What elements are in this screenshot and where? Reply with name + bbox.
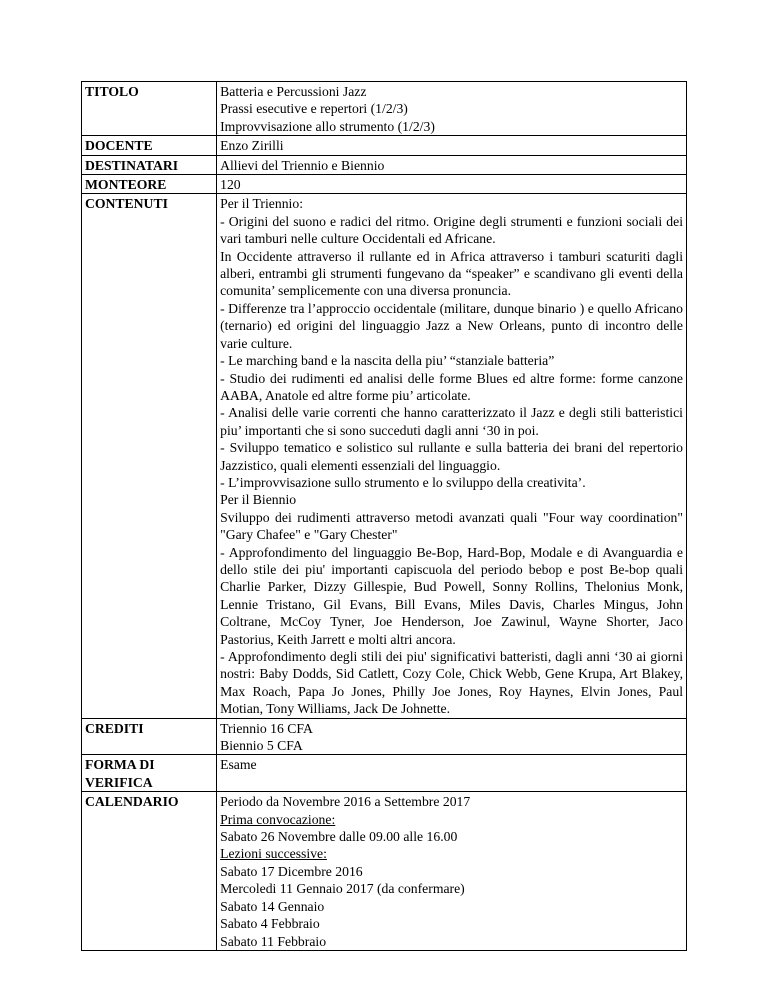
row-crediti [82,718,687,755]
value-monteore: 120 [217,175,687,194]
prima-convocazione-heading: Prima convocazione: [220,811,336,827]
row-forma-verifica [82,755,687,792]
label-forma-verifica [82,755,217,792]
biennio-paragraph: Sviluppo dei rudimenti attraverso metodi avanzati quali "Four way coordination" "Gary Chafee" e "Gary Chester" [220,509,683,543]
lezione-date: Mercoledi 11 Gennaio 2017 (da confermare) [220,881,465,897]
label-calendario: CALENDARIO [82,792,217,951]
label-titolo: TITOLO [82,82,217,136]
label-docente: DOCENTE [82,136,217,155]
label-destinatari: DESTINATARI [82,155,217,174]
triennio-paragraph: - Origini del suono e radici del ritmo. Origine degli strumenti e funzioni sociali dei vari tamburi nelle culture Occidentali ed Africane. [220,213,683,247]
triennio-heading: Per il Triennio: [220,196,304,212]
lezioni-successive-heading: Lezioni successive: [220,846,327,862]
label-crediti: CREDITI [82,718,217,755]
triennio-paragraph: - Sviluppo tematico e solistico sul rullante e sulla batteria dei brani del repertorio Jazzistico, quali elementi essenziali del linguaggio. [220,440,683,473]
row-monteore [82,175,687,194]
lezione-date: Sabato 11 Febbraio [220,933,327,949]
triennio-paragraph: - L’improvvisazione sullo strumento e lo sviluppo della creativita’. [220,474,586,490]
label-contenuti: CONTENUTI [82,194,217,718]
value-contenuti [217,194,687,718]
triennio-paragraph: - Le marching band e la nascita della piu’ “stanziale batteria” [220,353,555,369]
value-crediti [217,718,687,755]
triennio-paragraph: - Studio dei rudimenti ed analisi delle forme Blues ed altre forme: forme canzone AABA, Anatole ed altre forme piu’ articolate. [220,370,683,403]
biennio-heading: Per il Biennio [220,492,297,508]
biennio-paragraph: - Approfondimento del linguaggio Be-Bop, Hard-Bop, Modale e di Avanguardia e dello stile dei piu' importanti capiscuola del periodo bebop e post Be-bop quali Charlie Parker, Dizzy Gillespie, Bud Powell, Sonny Rollins, Thelonius Monk, Lennie Tristano, Gil Evans, Bill Evans, Miles Davis, Charles Mingus, John Coltrane, McCoy Tyner, Joe Henderson, Joe Zawinul, Wayne Shorter, Jaco Pastorius, Keith Jarrett e molti altri ancora. [220,544,683,647]
calendario-periodo: Periodo da Novembre 2016 a Settembre 2017 [220,794,471,810]
value-docente: Enzo Zirilli [217,136,687,155]
course-info-table [81,81,687,951]
triennio-paragraph: - Differenze tra l’approccio occidentale (militare, dunque binario ) e quello Africano (ternario) ed origini del linguaggio Jazz a New Orleans, punto di incontro delle varie culture. [220,300,683,351]
value-titolo [217,82,687,136]
prima-convocazione-value: Sabato 26 Novembre dalle 09.00 alle 16.00 [220,829,458,845]
row-calendario [82,792,687,951]
row-contenuti [82,194,687,718]
row-destinatari [82,155,687,174]
value-forma-verifica: Esame [217,755,687,792]
row-titolo [82,82,687,136]
label-monteore: MONTEORE [82,175,217,194]
crediti-line: Biennio 5 CFA [220,738,303,754]
lezione-date: Sabato 17 Dicembre 2016 [220,863,363,879]
biennio-paragraph: - Approfondimento degli stili dei piu' significativi batteristi, dagli anni ‘30 ai giorni nostri: Baby Dodds, Sid Catlett, Cozy Cole, Chick Webb, Gene Krupa, Art Blakey, Max Roach, Papa Jo Jones, Philly Joe Jones, Roy Haynes, Elvin Jones, Paul Motian, Tony Williams, Jack De Johnette. [220,649,683,717]
titolo-line: Improvvisazione allo strumento (1/2/3) [220,118,435,134]
value-calendario [217,792,687,951]
row-docente [82,136,687,155]
label-forma-verifica-line: VERIFICA [85,774,153,790]
triennio-paragraph: In Occidente attraverso il rullante ed in Africa attraverso i tamburi scaturiti dagli alberi, entrambi gli strumenti fungevano da “speaker” e scandivano gli eventi della comunita’ semplicemente con una diversa pronuncia. [220,248,683,299]
crediti-line: Triennio 16 CFA [220,720,313,736]
titolo-line: Prassi esecutive e repertori (1/2/3) [220,101,408,117]
label-forma-verifica-line: FORMA DI [85,757,155,773]
lezione-date: Sabato 4 Febbraio [220,916,320,932]
lezione-date: Sabato 14 Gennaio [220,898,325,914]
triennio-paragraph: - Analisi delle varie correnti che hanno caratterizzato il Jazz e degli stili batteristici piu’ importanti che si sono succeduti dagli anni ‘30 in poi. [220,405,683,438]
titolo-line: Batteria e Percussioni Jazz [220,84,367,99]
value-destinatari: Allievi del Triennio e Biennio [217,155,687,174]
